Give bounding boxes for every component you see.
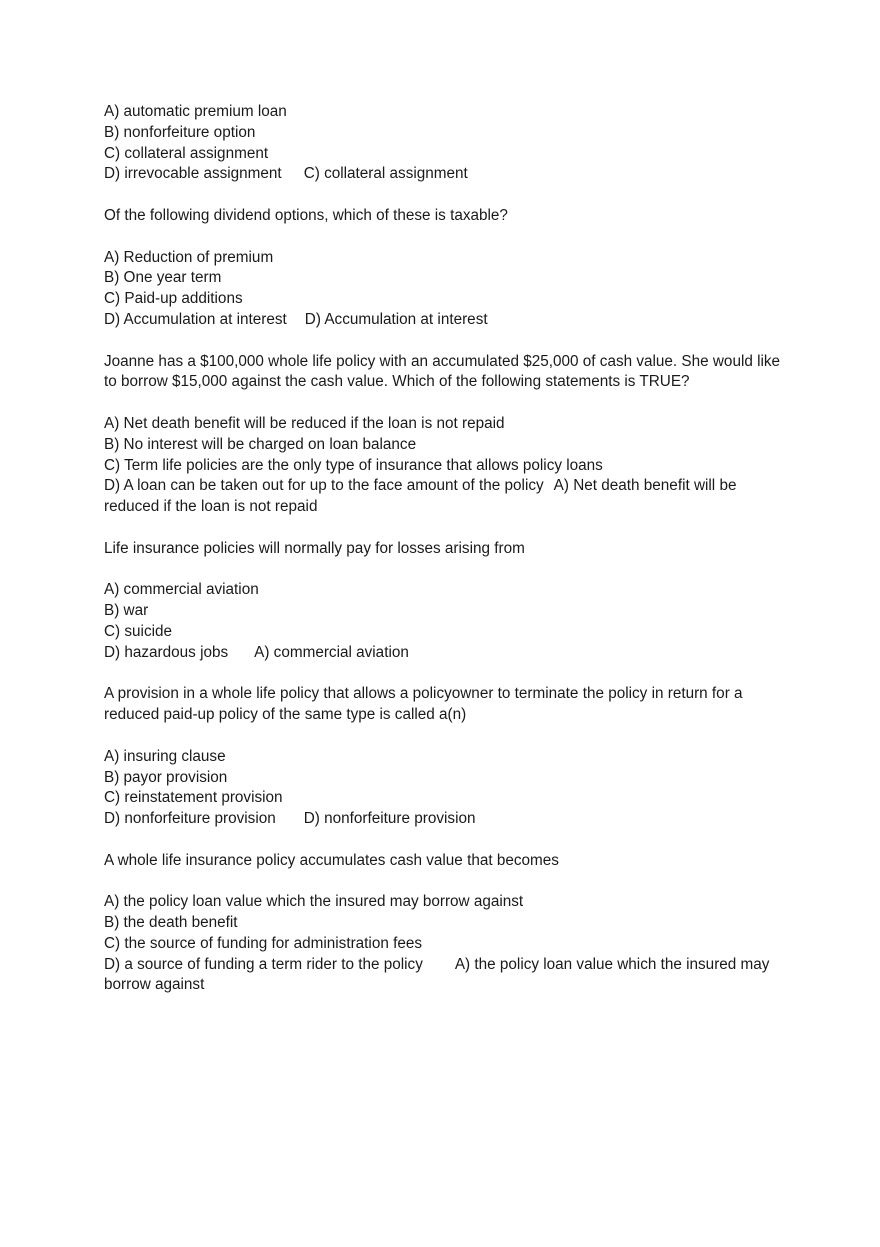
question-1 — [104, 102, 784, 185]
question-4 — [104, 539, 784, 664]
option-c: C) the source of funding for administration fees — [104, 934, 423, 952]
option-d: D) hazardous jobs — [104, 643, 229, 661]
question-5 — [104, 684, 784, 830]
option-d-with-answer — [104, 955, 784, 997]
option-b: B) the death benefit — [104, 914, 238, 932]
option-b: B) war — [104, 602, 149, 620]
option-c: C) collateral assignment — [104, 144, 269, 162]
answer: D) nonforfeiture provision — [303, 810, 476, 828]
option-d: D) nonforfeiture provision — [104, 810, 276, 828]
option-d-with-answer — [104, 643, 784, 664]
question-2 — [104, 206, 784, 331]
option-c: C) Term life policies are the only type of insurance that allows policy loans — [104, 456, 603, 474]
answer: D) Accumulation at interest — [304, 310, 488, 328]
answer: A) the policy loan value which the insured may borrow against — [104, 955, 770, 994]
option-d-with-answer — [104, 809, 784, 830]
option-a: A) the policy loan value which the insured may borrow against — [104, 893, 524, 911]
answer: C) collateral assignment — [303, 165, 468, 183]
question-stem: Life insurance policies will normally pay for losses arising from — [104, 539, 525, 557]
question-6 — [104, 851, 784, 997]
option-c: C) suicide — [104, 622, 173, 640]
option-d-with-answer — [104, 476, 784, 518]
option-d: D) a source of funding a term rider to the policy — [104, 955, 423, 973]
option-b: B) One year term — [104, 269, 222, 287]
document-page — [104, 102, 784, 996]
option-a: A) Reduction of premium — [104, 248, 274, 266]
option-a: A) commercial aviation — [104, 581, 259, 599]
question-stem: A whole life insurance policy accumulates cash value that becomes — [104, 851, 559, 869]
option-b: B) No interest will be charged on loan balance — [104, 435, 417, 453]
option-a: A) automatic premium loan — [104, 103, 287, 120]
option-d: D) Accumulation at interest — [104, 310, 287, 328]
option-b: B) nonforfeiture option — [104, 123, 256, 141]
option-d-with-answer — [104, 310, 784, 331]
answer: A) commercial aviation — [254, 643, 409, 661]
option-a: A) Net death benefit will be reduced if the loan is not repaid — [104, 414, 505, 432]
question-stem: Joanne has a $100,000 whole life policy with an accumulated $25,000 of cash value. She would like to borrow $15,000 against the cash value. Which of the following statements is TRUE? — [104, 352, 781, 391]
option-c: C) Paid-up additions — [104, 290, 243, 308]
option-b: B) payor provision — [104, 768, 228, 786]
question-3 — [104, 352, 784, 518]
option-d: D) A loan can be taken out for up to the face amount of the policy — [104, 477, 544, 495]
option-d: D) irrevocable assignment — [104, 165, 282, 183]
answer: A) Net death benefit will be reduced if the loan is not repaid — [104, 477, 737, 516]
option-d-with-answer — [104, 164, 784, 185]
option-c: C) reinstatement provision — [104, 789, 283, 807]
question-stem: A provision in a whole life policy that allows a policyowner to terminate the policy in return for a reduced paid-up policy of the same type is called a(n) — [104, 685, 743, 724]
question-stem: Of the following dividend options, which of these is taxable? — [104, 206, 508, 224]
option-a: A) insuring clause — [104, 747, 226, 765]
